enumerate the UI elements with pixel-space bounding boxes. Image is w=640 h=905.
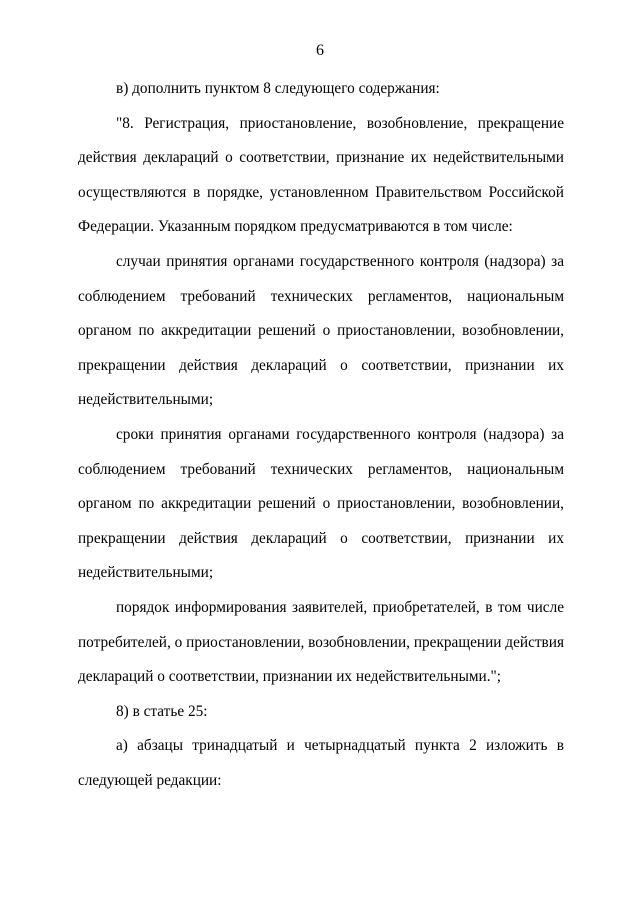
page-number: 6 [316, 42, 324, 59]
paragraph-decision-deadlines: сроки принятия органами государственного контроля (надзора) за соблюдением требований технических регламентов, национальным органом по аккредитации решений о приостановлении, возобновлении, прекращении действия деклараций о соответствии, признании их недействительными; [78, 425, 564, 582]
paragraph-informing-procedure: порядок информирования заявителей, приобретателей, в том числе потребителей, о приостановлении, возобновлении, прекращении действия деклараций о соответствии, признании их недействительными."; [78, 598, 564, 686]
paragraph-point-8-registration: "8. Регистрация, приостановление, возобновление, прекращение действия деклараций о соответствии, признание их недействительными осуществляются в порядке, установленном Правительством Российской Федерации. Указанным порядком предусматриваются в том числе: [78, 114, 564, 236]
paragraph-cases-of-decisions: случаи принятия органами государственного контроля (надзора) за соблюдением требований технических регламентов, национальным органом по аккредитации решений о приостановлении, возобновлении, прекращении действия деклараций о соответствии, признании их недействительными; [78, 252, 564, 409]
paragraph-article-25: 8) в статье 25: [116, 702, 208, 720]
paragraph-item-a-new-wording: а) абзацы тринадцатый и четырнадцатый пункта 2 изложить в следующей редакции: [78, 737, 564, 789]
document-body [78, 72, 564, 798]
paragraph-item-v-add-point-8: в) дополнить пунктом 8 следующего содержания: [116, 80, 440, 97]
